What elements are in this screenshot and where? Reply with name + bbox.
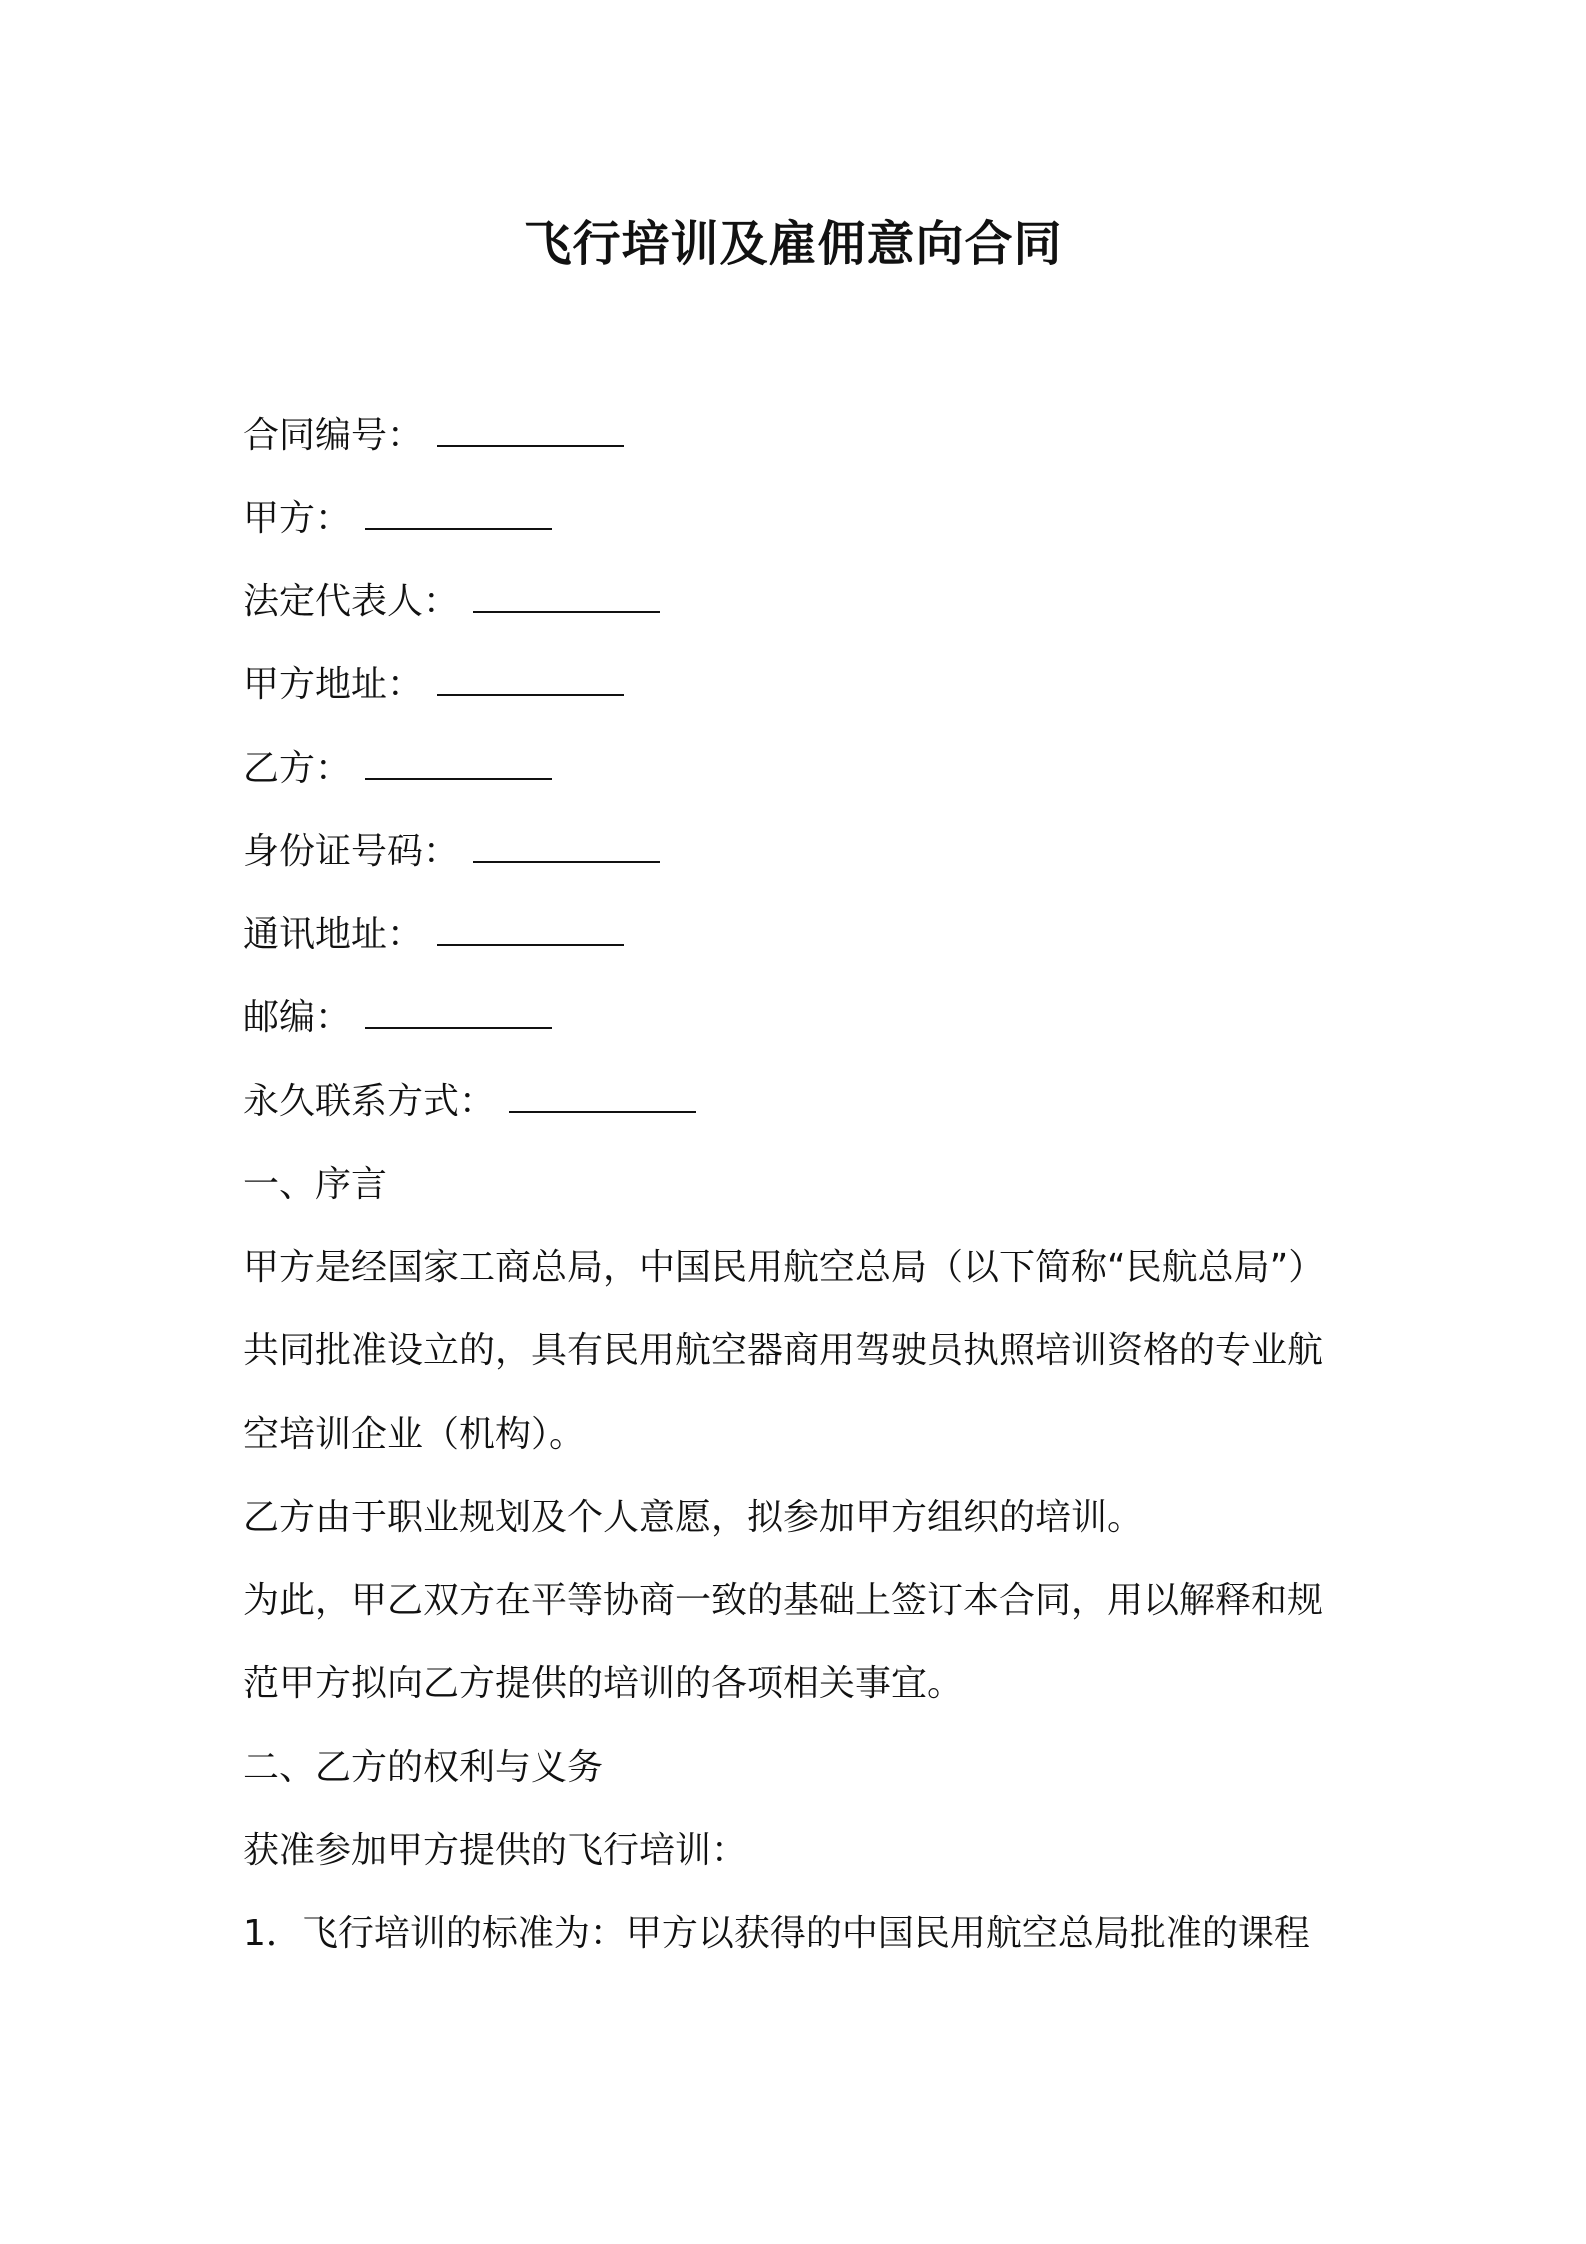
field-mailing-address [243, 911, 1383, 959]
section-heading-preamble: 一、序言 [243, 1164, 388, 1205]
field-label: 合同编号： [243, 415, 424, 456]
field-postcode [243, 994, 1383, 1042]
field-legal-representative [243, 578, 1383, 626]
paragraph-line: 共同批准设立的，具有民用航空器商用驾驶员执照培训资格的专业航 [243, 1330, 1324, 1371]
paragraph-line: 获准参加甲方提供的飞行培训： [243, 1830, 748, 1871]
paragraph-line: 1．飞行培训的标准为：甲方以获得的中国民用航空总局批准的课程 [243, 1913, 1310, 1954]
paragraph-line: 乙方由于职业规划及个人意愿，拟参加甲方组织的培训。 [243, 1497, 1144, 1538]
field-party-b [243, 745, 1383, 793]
field-label: 永久联系方式： [243, 1081, 496, 1122]
paragraph-line: 为此，甲乙双方在平等协商一致的基础上签订本合同，用以解释和规 [243, 1580, 1324, 1621]
field-party-a [243, 495, 1383, 543]
field-label: 邮编： [243, 997, 352, 1038]
field-id-number [243, 828, 1383, 876]
document-title: 飞行培训及雇佣意向合同 [523, 216, 1063, 272]
paragraph-line: 空培训企业（机构）。 [243, 1414, 586, 1455]
blank-line [437, 664, 624, 696]
field-label: 法定代表人： [243, 581, 460, 622]
blank-line [437, 415, 624, 447]
field-label: 通讯地址： [243, 914, 424, 955]
blank-line [473, 831, 660, 863]
blank-line [509, 1081, 696, 1113]
paragraph-line: 范甲方拟向乙方提供的培训的各项相关事宜。 [243, 1663, 964, 1704]
blank-line [473, 581, 660, 613]
blank-line [365, 498, 552, 530]
field-contract-number [243, 412, 1383, 460]
field-label: 乙方： [243, 748, 352, 789]
field-label: 身份证号码： [243, 831, 460, 872]
section-heading-rights-obligations: 二、乙方的权利与义务 [243, 1747, 604, 1788]
field-label: 甲方： [243, 498, 352, 539]
paragraph-line: 甲方是经国家工商总局，中国民用航空总局（以下简称“民航总局”） [243, 1247, 1325, 1288]
blank-line [365, 997, 552, 1029]
field-label: 甲方地址： [243, 664, 424, 705]
blank-line [437, 914, 624, 946]
field-permanent-contact [243, 1078, 1383, 1126]
blank-line [365, 748, 552, 780]
field-party-a-address [243, 661, 1383, 709]
